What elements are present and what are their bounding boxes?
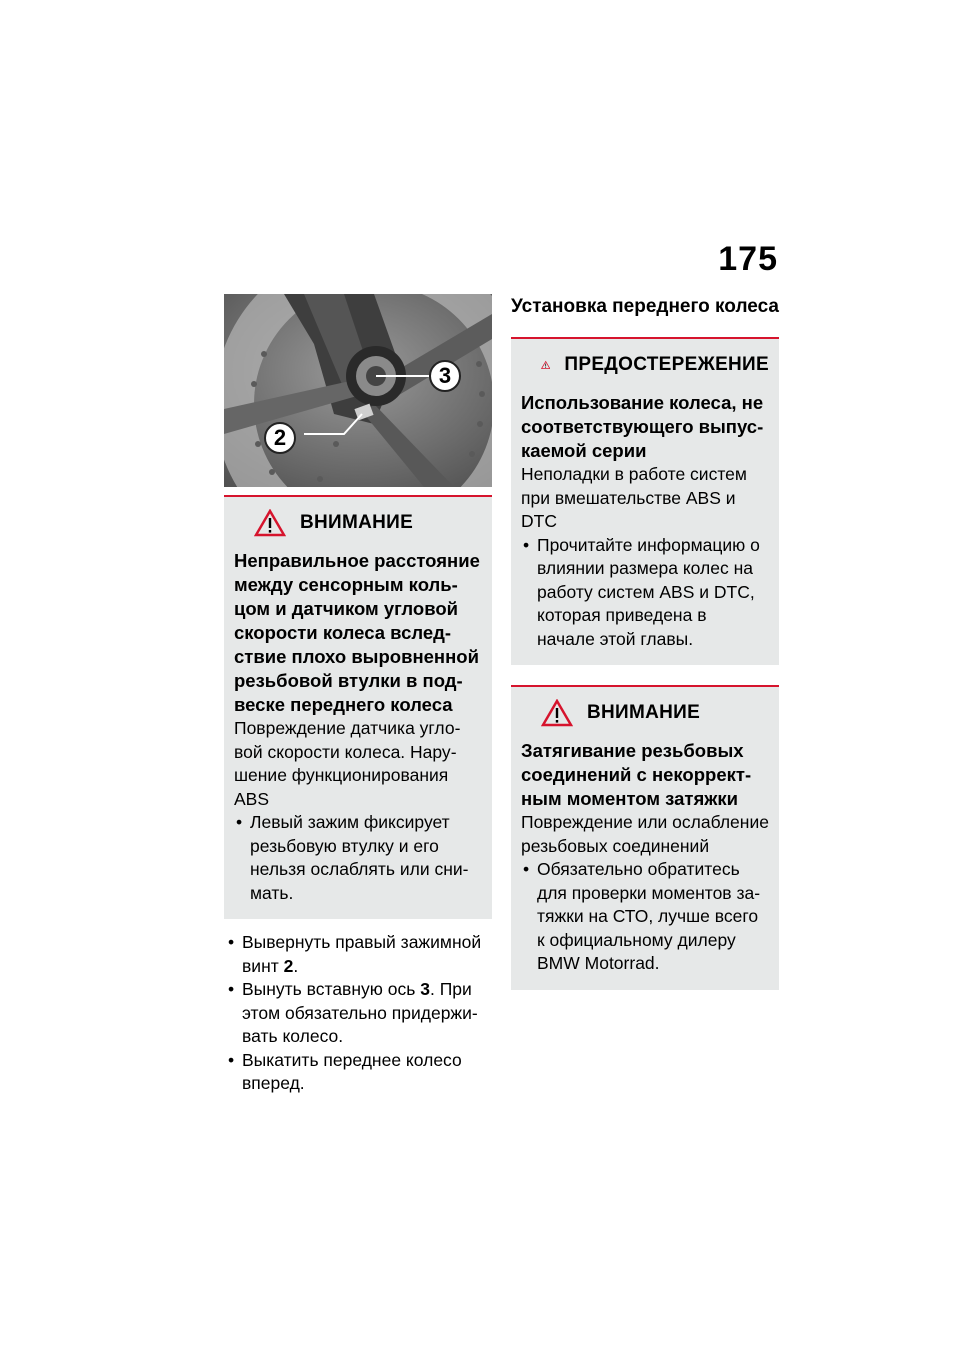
warning-triangle-icon: [541, 699, 573, 727]
warning-triangle-icon: [254, 509, 286, 537]
right-column: [511, 294, 779, 990]
warning-title: ВНИМАНИЕ: [300, 512, 414, 533]
warning-bullet: • Левый зажим фиксирует резьбовую втулку и его нельзя ослаблять или снимать.: [234, 811, 482, 905]
warning-header: [541, 699, 769, 727]
warning-box-left: [224, 495, 492, 919]
warning-header: [254, 509, 482, 537]
page-number: 175: [718, 240, 778, 278]
callout-3: 3: [429, 360, 461, 392]
warning-text: Повреждение или ослабление резьбовых соединений: [521, 812, 769, 856]
warning-title: ВНИМАНИЕ: [587, 702, 701, 723]
warning-box-right: [511, 685, 779, 990]
caution-header: [541, 351, 769, 379]
callout-2: 2: [264, 422, 296, 454]
removal-steps: [224, 931, 492, 1096]
wheel-axle-figure: [224, 294, 492, 487]
caution-bullet: • Прочитайте информацию о влиянии размера колес на работу систем ABS и DTC, которая приведена в начале этой главы.: [521, 534, 769, 652]
caution-title: ПРЕДОСТЕРЕЖЕНИЕ: [564, 354, 769, 375]
step-item: • Вывернуть правый зажимной винт 2.: [226, 931, 492, 978]
warning-bullet: • Обязательно обратитесь для проверки моментов затяжки на СТО, лучше всего к официальному дилеру BMW Motorrad.: [521, 858, 769, 976]
warning-subtitle: Неправильное расстояние между сенсорным кольцом и датчиком угловой скорости колеса вследствие плохо выровненной резьбовой втулки в подвеске переднего колеса: [234, 550, 480, 715]
warning-text: Повреждение датчика угловой скорости колеса. Нарушение функционирования ABS: [234, 718, 461, 809]
caution-text: Неполадки в работе систем при вмешательстве ABS и DTC: [521, 464, 747, 531]
warning-subtitle: Затягивание резьбовых соединений с некорректным моментом затяжки: [521, 740, 752, 809]
warning-triangle-icon: [541, 351, 550, 379]
step-item: • Выкатить переднее колесо вперед.: [226, 1049, 492, 1096]
section-title: Установка переднего колеса: [511, 296, 779, 317]
left-column: [224, 294, 492, 1096]
caution-box: [511, 337, 779, 665]
step-item: • Вынуть вставную ось 3. При этом обязательно придерживать колесо.: [226, 978, 492, 1049]
caution-subtitle: Использование колеса, не соответствующего выпускаемой серии: [521, 392, 764, 461]
